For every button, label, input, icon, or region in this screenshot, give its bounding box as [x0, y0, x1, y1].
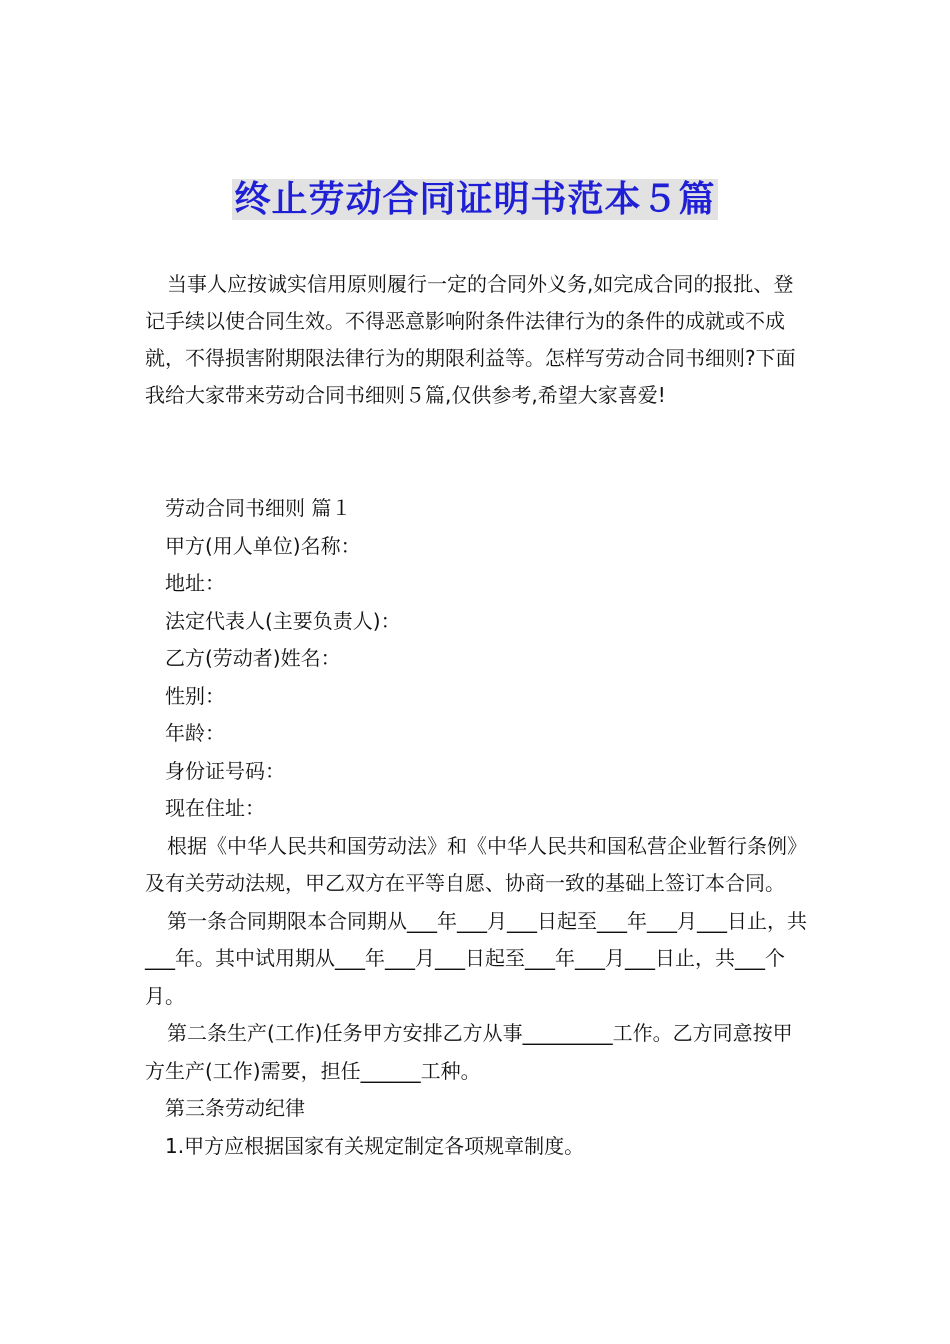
field-legal-representative: 法定代表人(主要负责人)： — [165, 608, 401, 633]
field-age: 年龄： — [165, 721, 225, 745]
document-title-text: 终止劳动合同证明书范本５篇 — [234, 179, 716, 220]
article-2-paragraph: 第二条生产(工作)任务甲方安排乙方从事_________工作。乙方同意按甲方生产(工作)需要，担任______工种。 — [145, 1021, 793, 1083]
field-gender: 性别： — [165, 683, 225, 708]
article-3-heading: 第三条劳动纪律 — [165, 1096, 305, 1120]
basis-paragraph: 根据《中华人民共和国劳动法》和《中华人民共和国私营企业暂行条例》及有关劳动法规，甲乙双方在平等自愿、协商一致的基础上签订本合同。 — [145, 833, 807, 895]
field-party-b-name: 乙方(劳动者)姓名： — [165, 646, 341, 670]
article-1-paragraph: 第一条合同期限本合同期从___年___月___日起至___年___月___日止，共___年。其中试用期从___年___月___日起至___年___月___日止，共___个月。 — [145, 908, 807, 1008]
article-3-item-1: 1.甲方应根据国家有关规定制定各项规章制度。 — [165, 1133, 585, 1158]
intro-paragraph: 当事人应按诚实信用原则履行一定的合同外义务,如完成合同的报批、登记手续以使合同生效。不得恶意影响附条件法律行为的条件的成就或不成就，不得损害附期限法律行为的期限利益等。怎样写劳动合同书细则?下面我给大家带来劳动合同书细则５篇,仅供参考,希望大家喜爱! — [145, 272, 796, 407]
field-party-a-name: 甲方(用人单位)名称： — [165, 533, 361, 558]
section-heading: 劳动合同书细则 篇１ — [165, 496, 352, 520]
document-title — [0, 176, 950, 224]
contract-section — [145, 490, 810, 1165]
field-address: 地址： — [165, 571, 225, 595]
field-current-address: 现在住址： — [165, 796, 265, 820]
field-id-number: 身份证号码： — [165, 758, 285, 783]
